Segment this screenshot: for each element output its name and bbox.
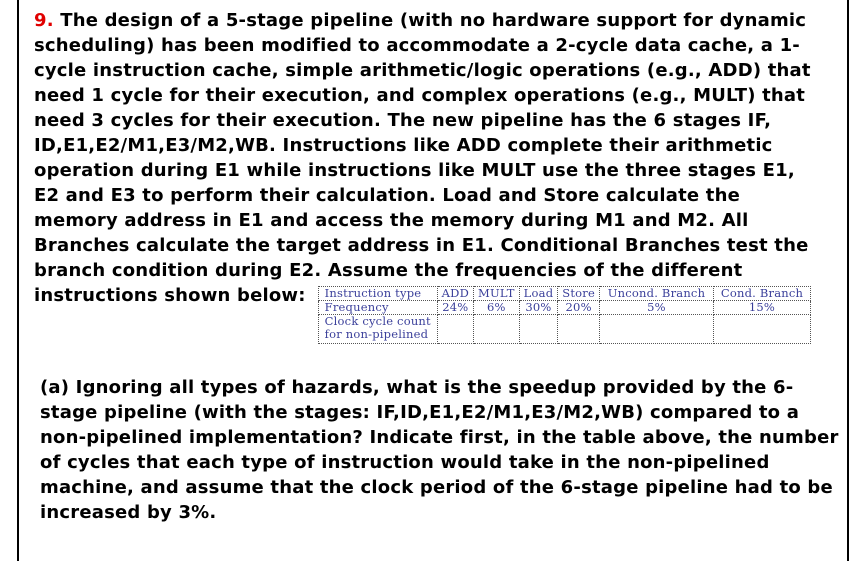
question-9 [34,8,834,344]
table-cell: 15% [713,301,810,315]
table-empty-cell[interactable] [599,315,713,344]
subquestion-a [40,375,840,525]
question-line-6: operation during E1 while instructions like MULT use the three stages E1, [34,160,795,181]
question-line-8: memory address in E1 and access the memory during M1 and M2. All [34,210,749,231]
table-header-row [318,287,810,301]
question-line-4: need 3 cycles for their execution. The new pipeline has the 6 stages IF, [34,110,772,131]
question-line-11 [34,283,834,344]
table-frequency-row [318,301,810,315]
table-cell: 5% [599,301,713,315]
subquestion-line-3: of cycles that each type of instruction would take in the non-pipelined [40,452,770,473]
subquestion-line-2: non-pipelined implementation? Indicate first, in the table above, the number [40,427,839,448]
question-line-2: cycle instruction cache, simple arithmetic/logic operations (e.g., ADD) that [34,60,811,81]
table-frequency-label: Frequency [318,301,437,315]
question-line-3: need 1 cycle for their execution, and complex operations (e.g., MULT) that [34,85,806,106]
subquestion-line-1: stage pipeline (with the stages: IF,ID,E1,E2/M1,E3/M2,WB) compared to a [40,402,800,423]
frequency-table [318,286,811,344]
table-cell: 6% [474,301,520,315]
table-header-add: ADD [437,287,473,301]
table-header-cond-branch: Cond. Branch [713,287,810,301]
question-number: 9. [34,10,54,31]
subquestion-line-4: machine, and assume that the clock period of the 6-stage pipeline had to be [40,477,833,498]
table-empty-cell[interactable] [519,315,558,344]
subquestion-line-5: increased by 3%. [40,502,217,523]
table-header-instruction-type: Instruction type [318,287,437,301]
table-empty-cell[interactable] [713,315,810,344]
table-clock-count-row [318,315,810,344]
table-cell: 24% [437,301,473,315]
subquestion-line-0: (a) Ignoring all types of hazards, what is the speedup provided by the 6- [40,377,794,398]
table-empty-cell[interactable] [437,315,473,344]
table-header-load: Load [519,287,558,301]
table-header-uncond-branch: Uncond. Branch [599,287,713,301]
question-line-9: Branches calculate the target address in E1. Conditional Branches test the [34,235,809,256]
question-line-1: scheduling) has been modified to accommodate a 2-cycle data cache, a 1- [34,35,800,56]
table-cell: 20% [558,301,600,315]
table-empty-cell[interactable] [474,315,520,344]
table-header-mult: MULT [474,287,520,301]
question-line-0: 9. The design of a 5-stage pipeline (with no hardware support for dynamic [34,10,807,31]
question-last-line: instructions shown below: [34,285,306,306]
table-empty-cell[interactable] [558,315,600,344]
question-line-5: ID,E1,E2/M1,E3/M2,WB. Instructions like ADD complete their arithmetic [34,135,773,156]
table-cell: 30% [519,301,558,315]
question-line-7: E2 and E3 to perform their calculation. Load and Store calculate the [34,185,741,206]
table-header-store: Store [558,287,600,301]
question-line-10: branch condition during E2. Assume the frequencies of the different [34,260,743,281]
table-clock-count-label: Clock cycle count for non-pipelined [318,315,437,344]
